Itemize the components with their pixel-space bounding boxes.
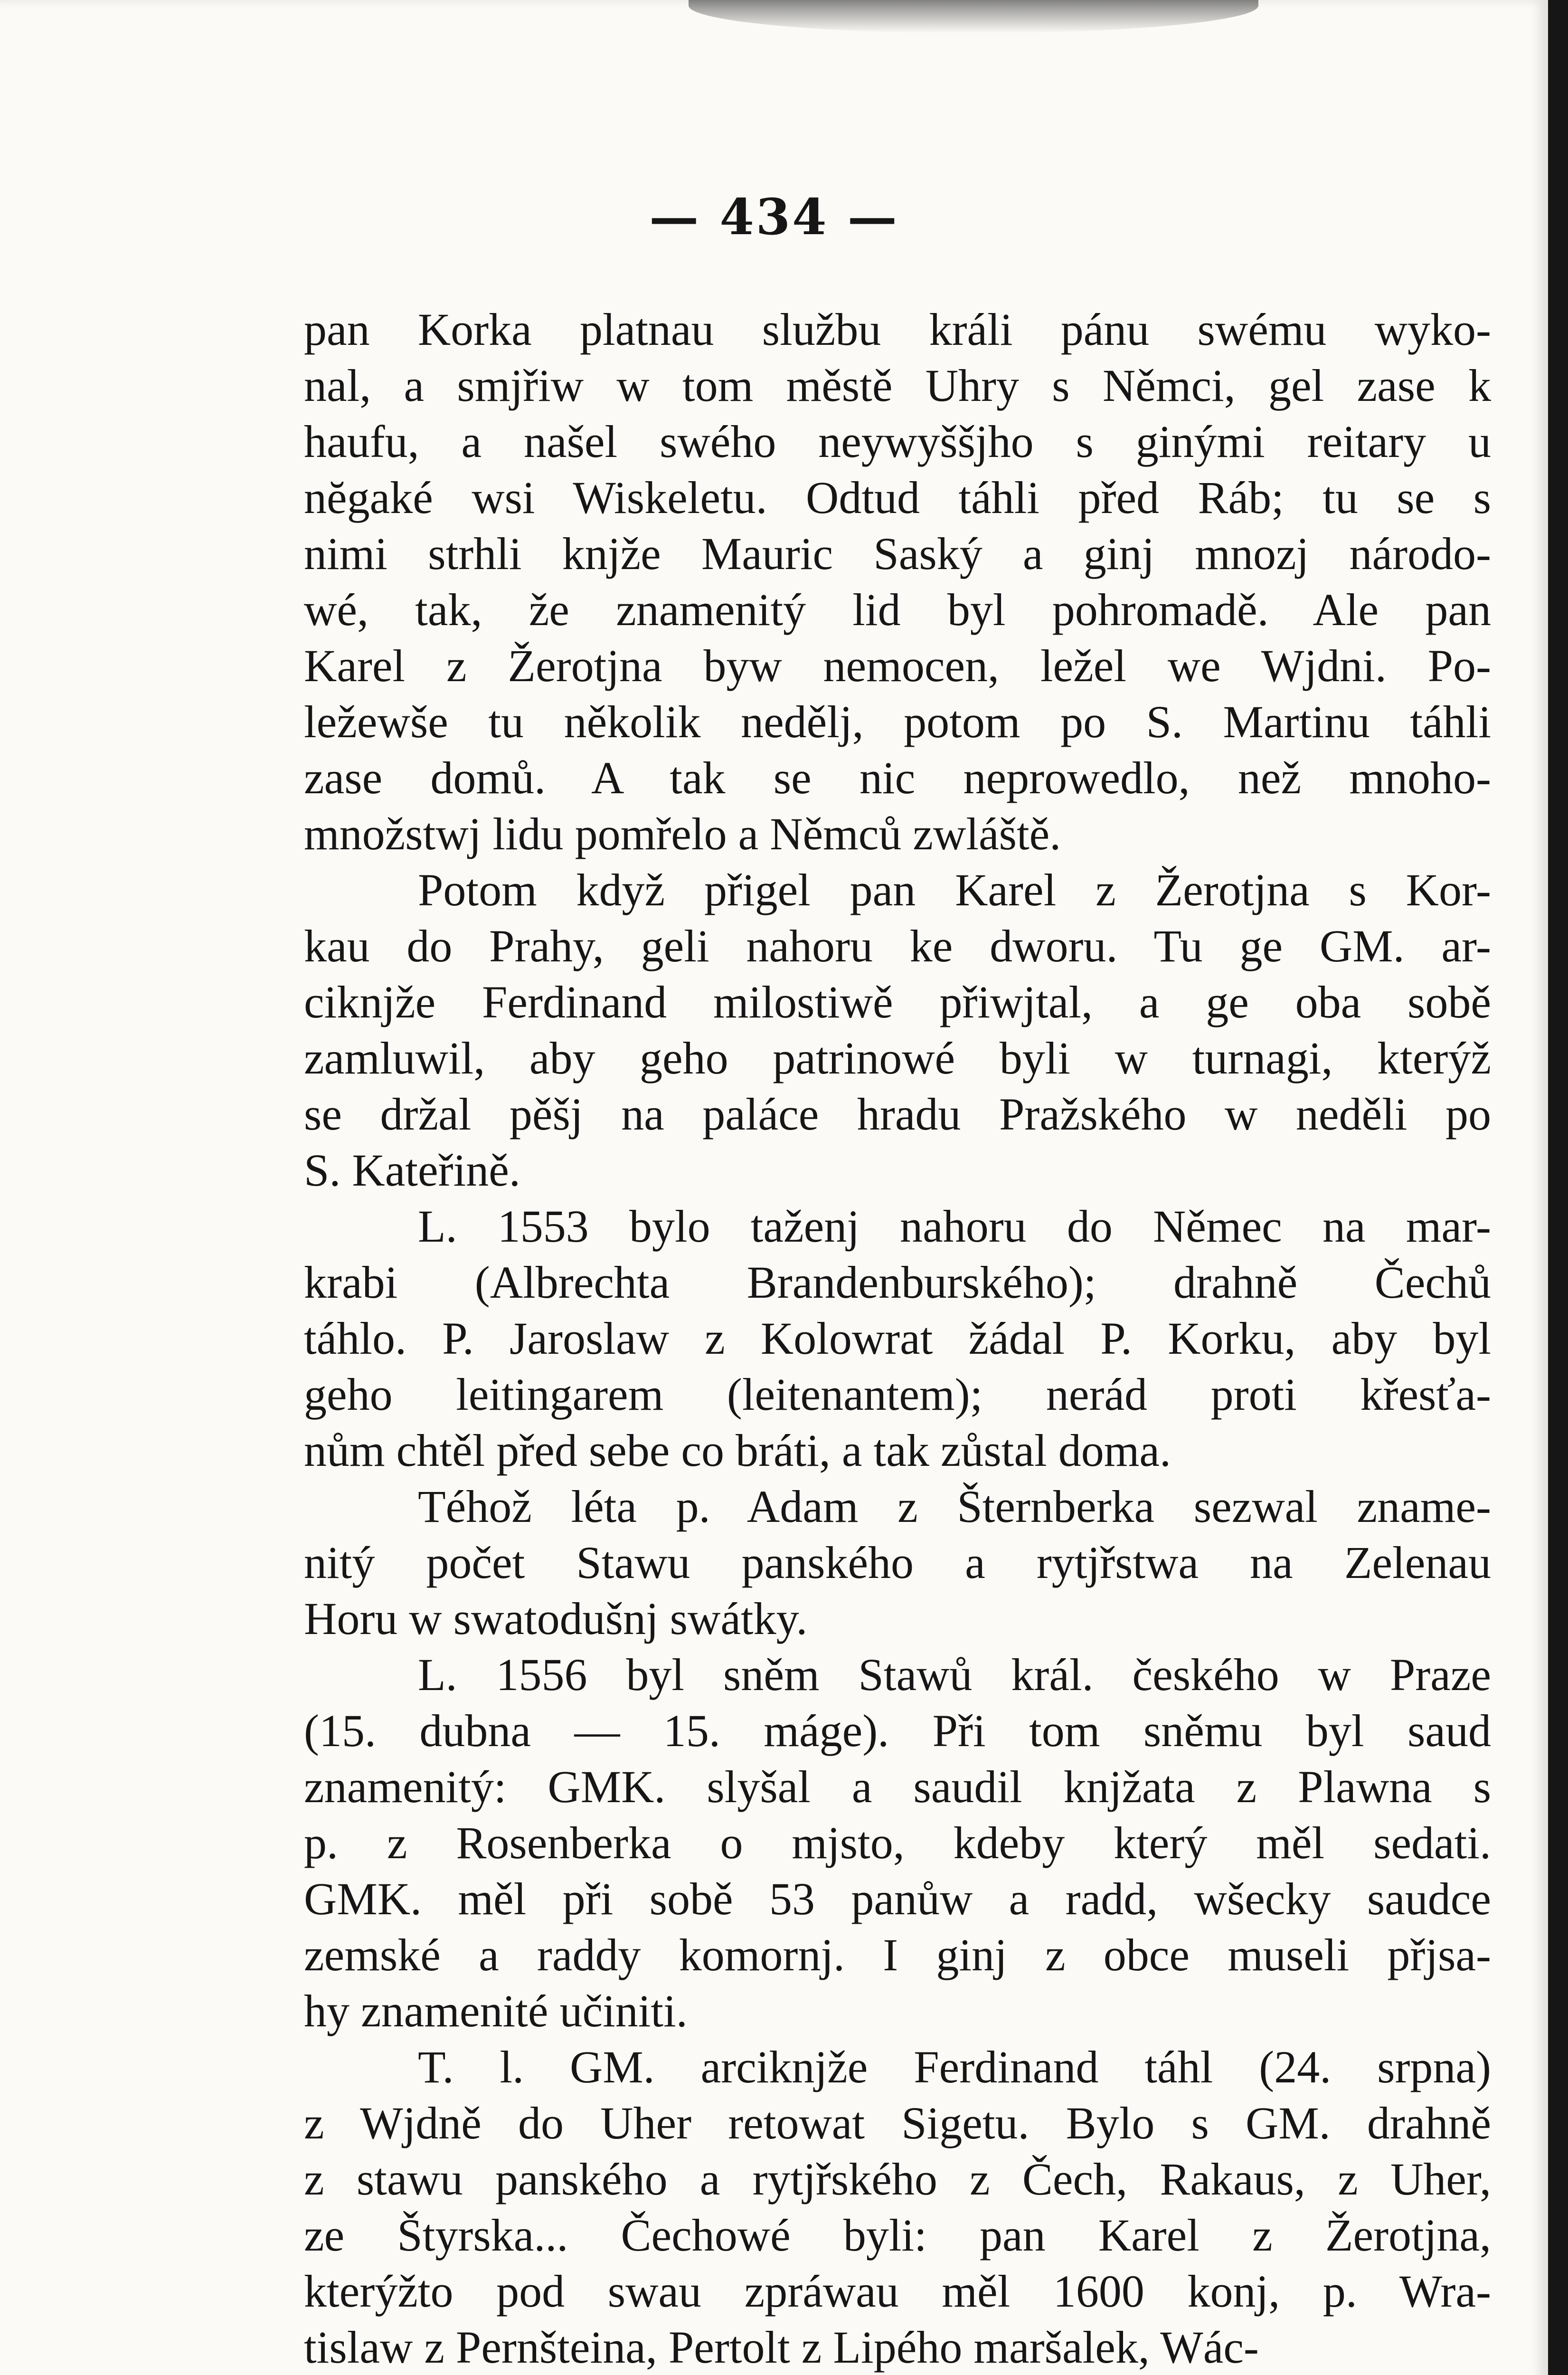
text-line: geho leitingarem (leitenantem); nerád proti křesťa-	[304, 1369, 1491, 1420]
text-line: z Wjdně do Uher retowat Sigetu. Bylo s GM. drahně	[304, 2098, 1491, 2148]
body-text	[304, 302, 1491, 2375]
text-line: nĕgaké wsi Wiskeletu. Odtud táhli před Ráb; tu se s	[304, 472, 1491, 523]
page-number: — 434 —	[649, 188, 899, 246]
paragraph	[304, 1647, 1491, 2039]
page-top-shadow	[689, 0, 1258, 33]
text-line: ciknjže Ferdinand milostiwě přiwjtal, a ge oba sobě	[304, 977, 1491, 1027]
text-line: ze Štyrska... Čechowé byli: pan Karel z Žerotjna,	[304, 2210, 1491, 2261]
text-line: pan Korka platnau službu králi pánu swému wyko-	[304, 304, 1491, 355]
text-line: se držal pěšj na paláce hradu Pražského w neděli po	[304, 1089, 1491, 1140]
text-line: nům chtěl před sebe co bráti, a tak zůstal doma.	[304, 1425, 1171, 1476]
text-line: T. l. GM. arciknjže Ferdinand táhl (24. srpna)	[418, 2042, 1491, 2092]
text-line: krabi (Albrechta Brandenburského); drahně Čechů	[304, 1257, 1491, 1308]
text-line: ležewše tu několik nedělj, potom po S. Martinu táhli	[304, 696, 1491, 747]
text-line: zamluwil, aby geho patrinowé byli w turnagi, kterýž	[304, 1033, 1491, 1083]
text-line: Potom když přigel pan Karel z Žerotjna s Kor-	[418, 864, 1491, 915]
paragraph	[304, 1198, 1491, 1479]
text-line: z stawu panského a rytjřského z Čech, Rakaus, z Uher,	[304, 2154, 1491, 2204]
text-line: Horu w swatodušnj swátky.	[304, 1593, 808, 1644]
text-line: haufu, a našel swého neywyššjho s ginými reitary u	[304, 416, 1491, 467]
text-line: nimi strhli knjže Mauric Saský a ginj mnozj národo-	[304, 528, 1491, 579]
paragraph	[304, 302, 1491, 862]
text-line: (15. dubna — 15. máge). Při tom sněmu byl saud	[304, 1705, 1491, 1756]
text-line: L. 1553 bylo taženj nahoru do Němec na mar-	[418, 1201, 1491, 1252]
text-line: kterýžto pod swau zpráwau měl 1600 konj, p. Wra-	[304, 2266, 1491, 2317]
text-line: zase domů. A tak se nic neprowedlo, než mnoho-	[304, 752, 1491, 803]
text-line: tislaw z Pernšteina, Pertolt z Lipého maršalek, Wác-	[304, 2322, 1259, 2373]
text-line: Karel z Žerotjna byw nemocen, ležel we Wjdni. Po-	[304, 640, 1491, 691]
text-line: p. z Rosenberka o mjsto, kdeby který měl sedati.	[304, 1817, 1491, 1868]
text-line: znamenitý: GMK. slyšal a saudil knjžata z Plawna s	[304, 1761, 1491, 1812]
text-line: nitý počet Stawu panského a rytjřstwa na Zelenau	[304, 1537, 1491, 1588]
text-line: táhlo. P. Jaroslaw z Kolowrat žádal P. Korku, aby byl	[304, 1313, 1491, 1364]
paragraph	[304, 1479, 1491, 1647]
scan-edge	[1548, 0, 1568, 2375]
text-line: Téhož léta p. Adam z Šternberka sezwal zname-	[418, 1481, 1491, 1532]
text-line: množstwj lidu pomřelo a Němců zwláště.	[304, 808, 1061, 859]
text-line: kau do Prahy, geli nahoru ke dworu. Tu ge GM. ar-	[304, 921, 1491, 971]
paragraph	[304, 862, 1491, 1198]
text-line: GMK. měl při sobě 53 panůw a radd, wšecky saudce	[304, 1873, 1491, 1924]
text-line: S. Kateřině.	[304, 1145, 520, 1196]
text-line: hy znamenité učiniti.	[304, 1986, 688, 2036]
text-line: zemské a raddy komornj. I ginj z obce museli přjsa-	[304, 1929, 1491, 1980]
text-line: wé, tak, že znamenitý lid byl pohromadě. Ale pan	[304, 584, 1491, 635]
paragraph	[304, 2039, 1491, 2375]
text-line: L. 1556 byl sněm Stawů král. českého w Praze	[418, 1649, 1491, 1700]
text-line: nal, a smjřiw w tom městě Uhry s Němci, gel zase k	[304, 360, 1491, 411]
